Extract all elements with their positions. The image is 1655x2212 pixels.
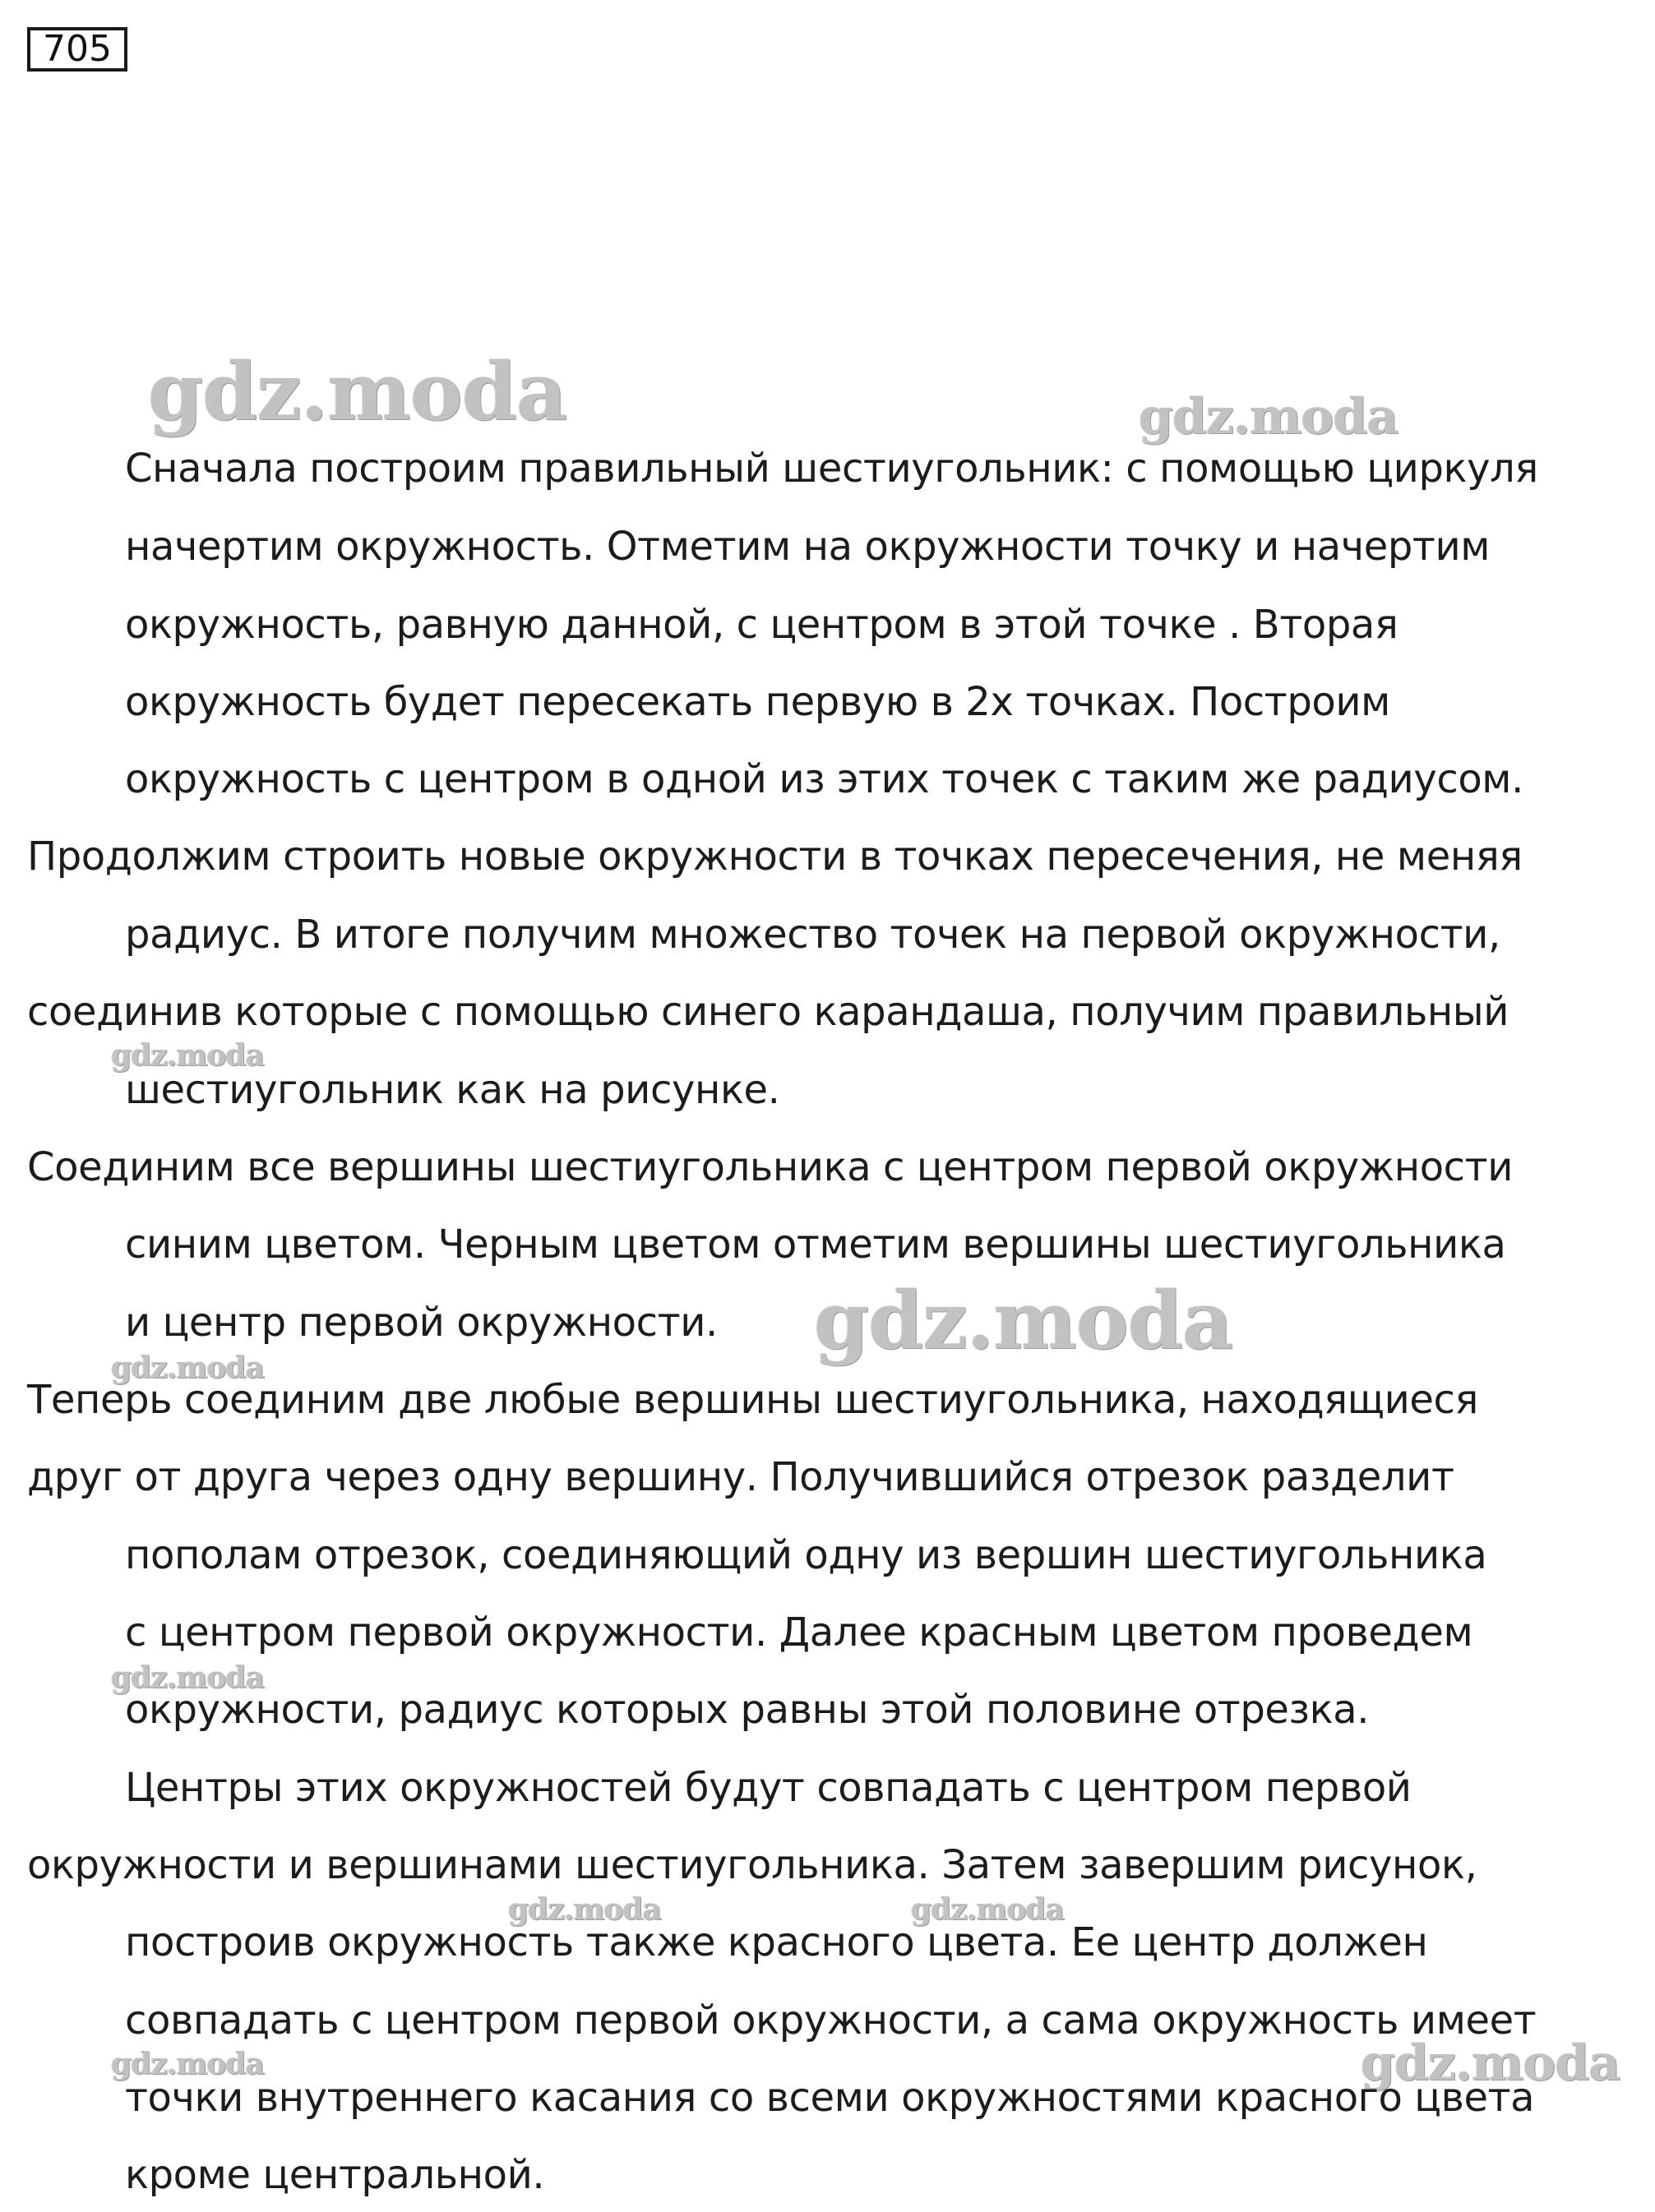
text-line: окружность с центром в одной из этих точек с таким же радиусом. [125,756,1523,802]
text-line: друг от друга через одну вершину. Получившийся отрезок разделит [27,1454,1454,1500]
text-line: Продолжим строить новые окружности в точках пересечения, не меняя [27,834,1523,880]
text-line: окружности, радиус которых равны этой половине отрезка. [125,1687,1370,1733]
watermark-logo: gdz.moda [111,1038,264,1073]
text-line: шестиугольник как на рисунке. [125,1067,780,1113]
text-line: пополам отрезок, соединяющий одну из вершин шестиугольника [125,1532,1487,1578]
text-line: Центры этих окружностей будут совпадать с центром первой [125,1765,1412,1811]
text-line: с центром первой окружности. Далее красным цветом проведем [125,1609,1473,1656]
watermark-logo: gdz.moda [111,1660,264,1695]
watermark-logo: gdz.moda [111,1351,264,1385]
text-line: построив окружность также красного цвета. Ее центр должен [125,1919,1428,1965]
text-line: синим цветом. Черным цветом отметим вершины шестиугольника [125,1221,1506,1268]
text-line: кроме центральной. [125,2152,545,2198]
text-line: окружность, равную данной, с центром в этой точке . Вторая [125,602,1398,648]
text-line: Соединим все вершины шестиугольника с центром первой окружности [27,1144,1514,1190]
text-line: радиус. В итоге получим множество точек на первой окружности, [125,912,1500,958]
watermark-logo: gdz.moda [911,1892,1064,1927]
watermark-logo: gdz.moda [148,345,567,438]
text-line: окружности и вершинами шестиугольника. Затем завершим рисунок, [27,1842,1477,1888]
watermark-logo: gdz.moda [111,2047,264,2081]
text-line: начертим окружность. Отметим на окружности точку и начертим [125,524,1491,570]
watermark-logo: gdz.moda [1139,388,1398,446]
text-line: совпадать с центром первой окружности, а сама окружность имеет [125,1997,1537,2043]
text-line: окружность будет пересекать первую в 2х точках. Построим [125,679,1390,725]
watermark-logo: gdz.moda [508,1892,661,1927]
watermark-logo: gdz.moda [1361,2034,1620,2092]
text-line: и центр первой окружности. [125,1300,718,1346]
task-number-box: 705 [27,27,127,72]
watermark-logo: gdz.moda [814,1274,1233,1367]
text-line: Сначала построим правильный шестиугольник: с помощью циркуля [125,446,1538,492]
text-line: Теперь соединим две любые вершины шестиугольника, находящиеся [27,1377,1478,1423]
text-line: точки внутреннего касания со всеми окружностями красного цвета [125,2075,1535,2121]
text-line: соединив которые с помощью синего карандаша, получим правильный [27,989,1509,1035]
